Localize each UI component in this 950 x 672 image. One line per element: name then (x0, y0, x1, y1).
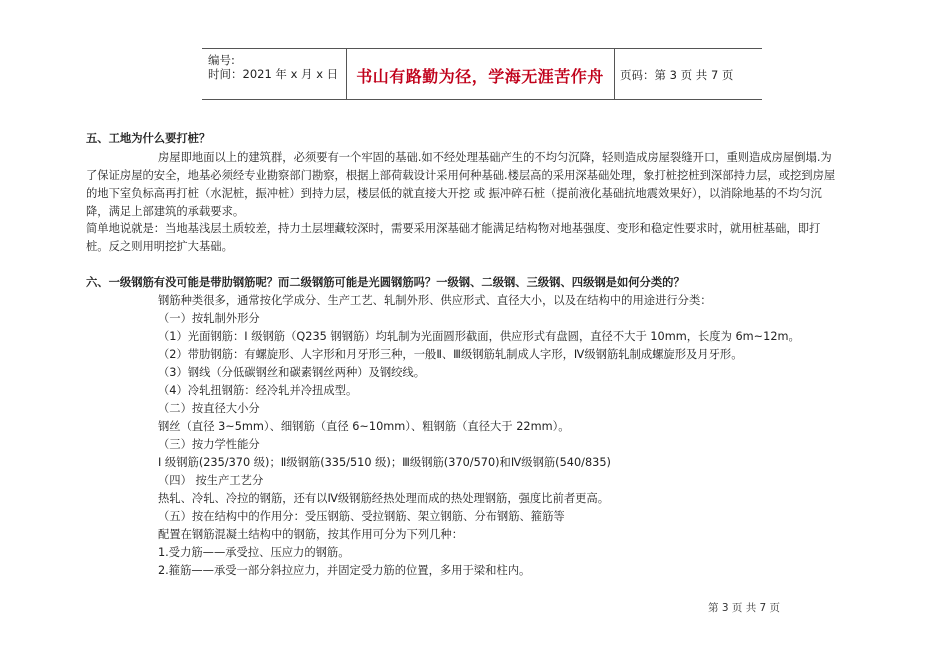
section-6-line: （一）按轧制外形分 (158, 312, 260, 325)
section-6-line: （4）冷轧扭钢筋：经冷轧并冷扭成型。 (158, 384, 358, 397)
section-6-line: 1.受力筋——承受拉、压应力的钢筋。 (158, 546, 350, 559)
header-divider-right (614, 49, 615, 99)
footer-page-number: 第 3 页 共 7 页 (708, 602, 781, 614)
section-5-line: 的地下室负标高再打桩（水泥桩，振冲桩）到持力层，楼层低的就直接大开挖 或 振冲碎石桩（提前液化基础抗地震效果好），以消除地基的不均匀沉 (86, 187, 822, 200)
section-5-line: 了保证房屋的安全，地基必须经专业勘察部门勘察，根据上部荷载设计采用何种基础.楼层高的采用深基础处理，象打桩挖桩到深部持力层，或挖到房屋 (86, 169, 836, 182)
section-6-line: （1）光面钢筋：I 级钢筋（Q235 钢钢筋）均轧制为光面圆形截面，供应形式有盘圆，直径不大于 10mm，长度为 6m~12m。 (158, 330, 800, 343)
section-6-line: 钢丝（直径 3~5mm）、细钢筋（直径 6~10mm）、粗钢筋（直径大于 22mm）。 (158, 420, 570, 433)
section-6-line: 热轧、冷轧、冷拉的钢筋，还有以Ⅳ级钢筋经热处理而成的热处理钢筋，强度比前者更高。 (158, 492, 610, 505)
section-5-title: 五、工地为什么要打桩？ (86, 132, 211, 145)
section-6-line: （五）按在结构中的作用分：受压钢筋、受拉钢筋、架立钢筋、分布钢筋、箍筋等 (158, 510, 565, 523)
section-6-line: （二）按直径大小分 (158, 402, 260, 415)
section-6-line: （3）钢线（分低碳钢丝和碳素钢丝两种）及钢绞线。 (158, 366, 426, 379)
section-6-line: 钢筋种类很多，通常按化学成分、生产工艺、轧制外形、供应形式、直径大小，以及在结构中的用途进行分类： (158, 294, 712, 307)
section-6-line: 2.箍筋——承受一部分斜拉应力，并固定受力筋的位置，多用于梁和柱内。 (158, 564, 531, 577)
section-5-line: 房屋即地面以上的建筑群，必须要有一个牢固的基础.如不经处理基础产生的不均匀沉降，轻则造成房屋裂缝开口，重则造成房屋倒塌.为 (158, 151, 832, 164)
page-header (202, 48, 762, 100)
section-5-line: 简单地说就是：当地基浅层土质较差，持力土层埋藏较深时，需要采用深基础才能满足结构物对地基强度、变形和稳定性要求时，就用桩基础，即打 (86, 222, 821, 235)
section-6-line: （2）带肋钢筋：有螺旋形、人字形和月牙形三种，一般Ⅱ、Ⅲ级钢筋轧制成人字形，Ⅳ级钢筋轧制成螺旋形及月牙形。 (158, 348, 743, 361)
section-6-line: Ⅰ 级钢筋(235/370 级)；Ⅱ级钢筋(335/510 级)；Ⅲ级钢筋(370/570)和Ⅳ级钢筋(540/835) (158, 456, 611, 469)
section-6-line: （四） 按生产工艺分 (158, 474, 264, 487)
header-page-number: 页码：第 3 页 共 7 页 (620, 68, 734, 82)
section-6-title: 六、一级钢筋有没可能是带肋钢筋呢？而二级钢筋可能是光圆钢筋吗？一级钢、二级钢、三级钢、四级钢是如何分类的？ (86, 276, 685, 289)
section-5-line: 降，满足上部建筑的承载要求。 (86, 205, 245, 218)
header-motto: 书山有路勤为径，学海无涯苦作舟 (356, 67, 604, 86)
section-5-line: 桩。反之则用明挖扩大基础。 (86, 240, 233, 253)
document-date-label: 时间：2021 年 x 月 x 日 (208, 67, 339, 81)
header-divider-left (346, 49, 347, 99)
section-6-line: （三）按力学性能分 (158, 438, 260, 451)
section-6-line: 配置在钢筋混凝土结构中的钢筋，按其作用可分为下列几种： (158, 528, 464, 541)
document-number-label: 编号: (208, 53, 235, 67)
